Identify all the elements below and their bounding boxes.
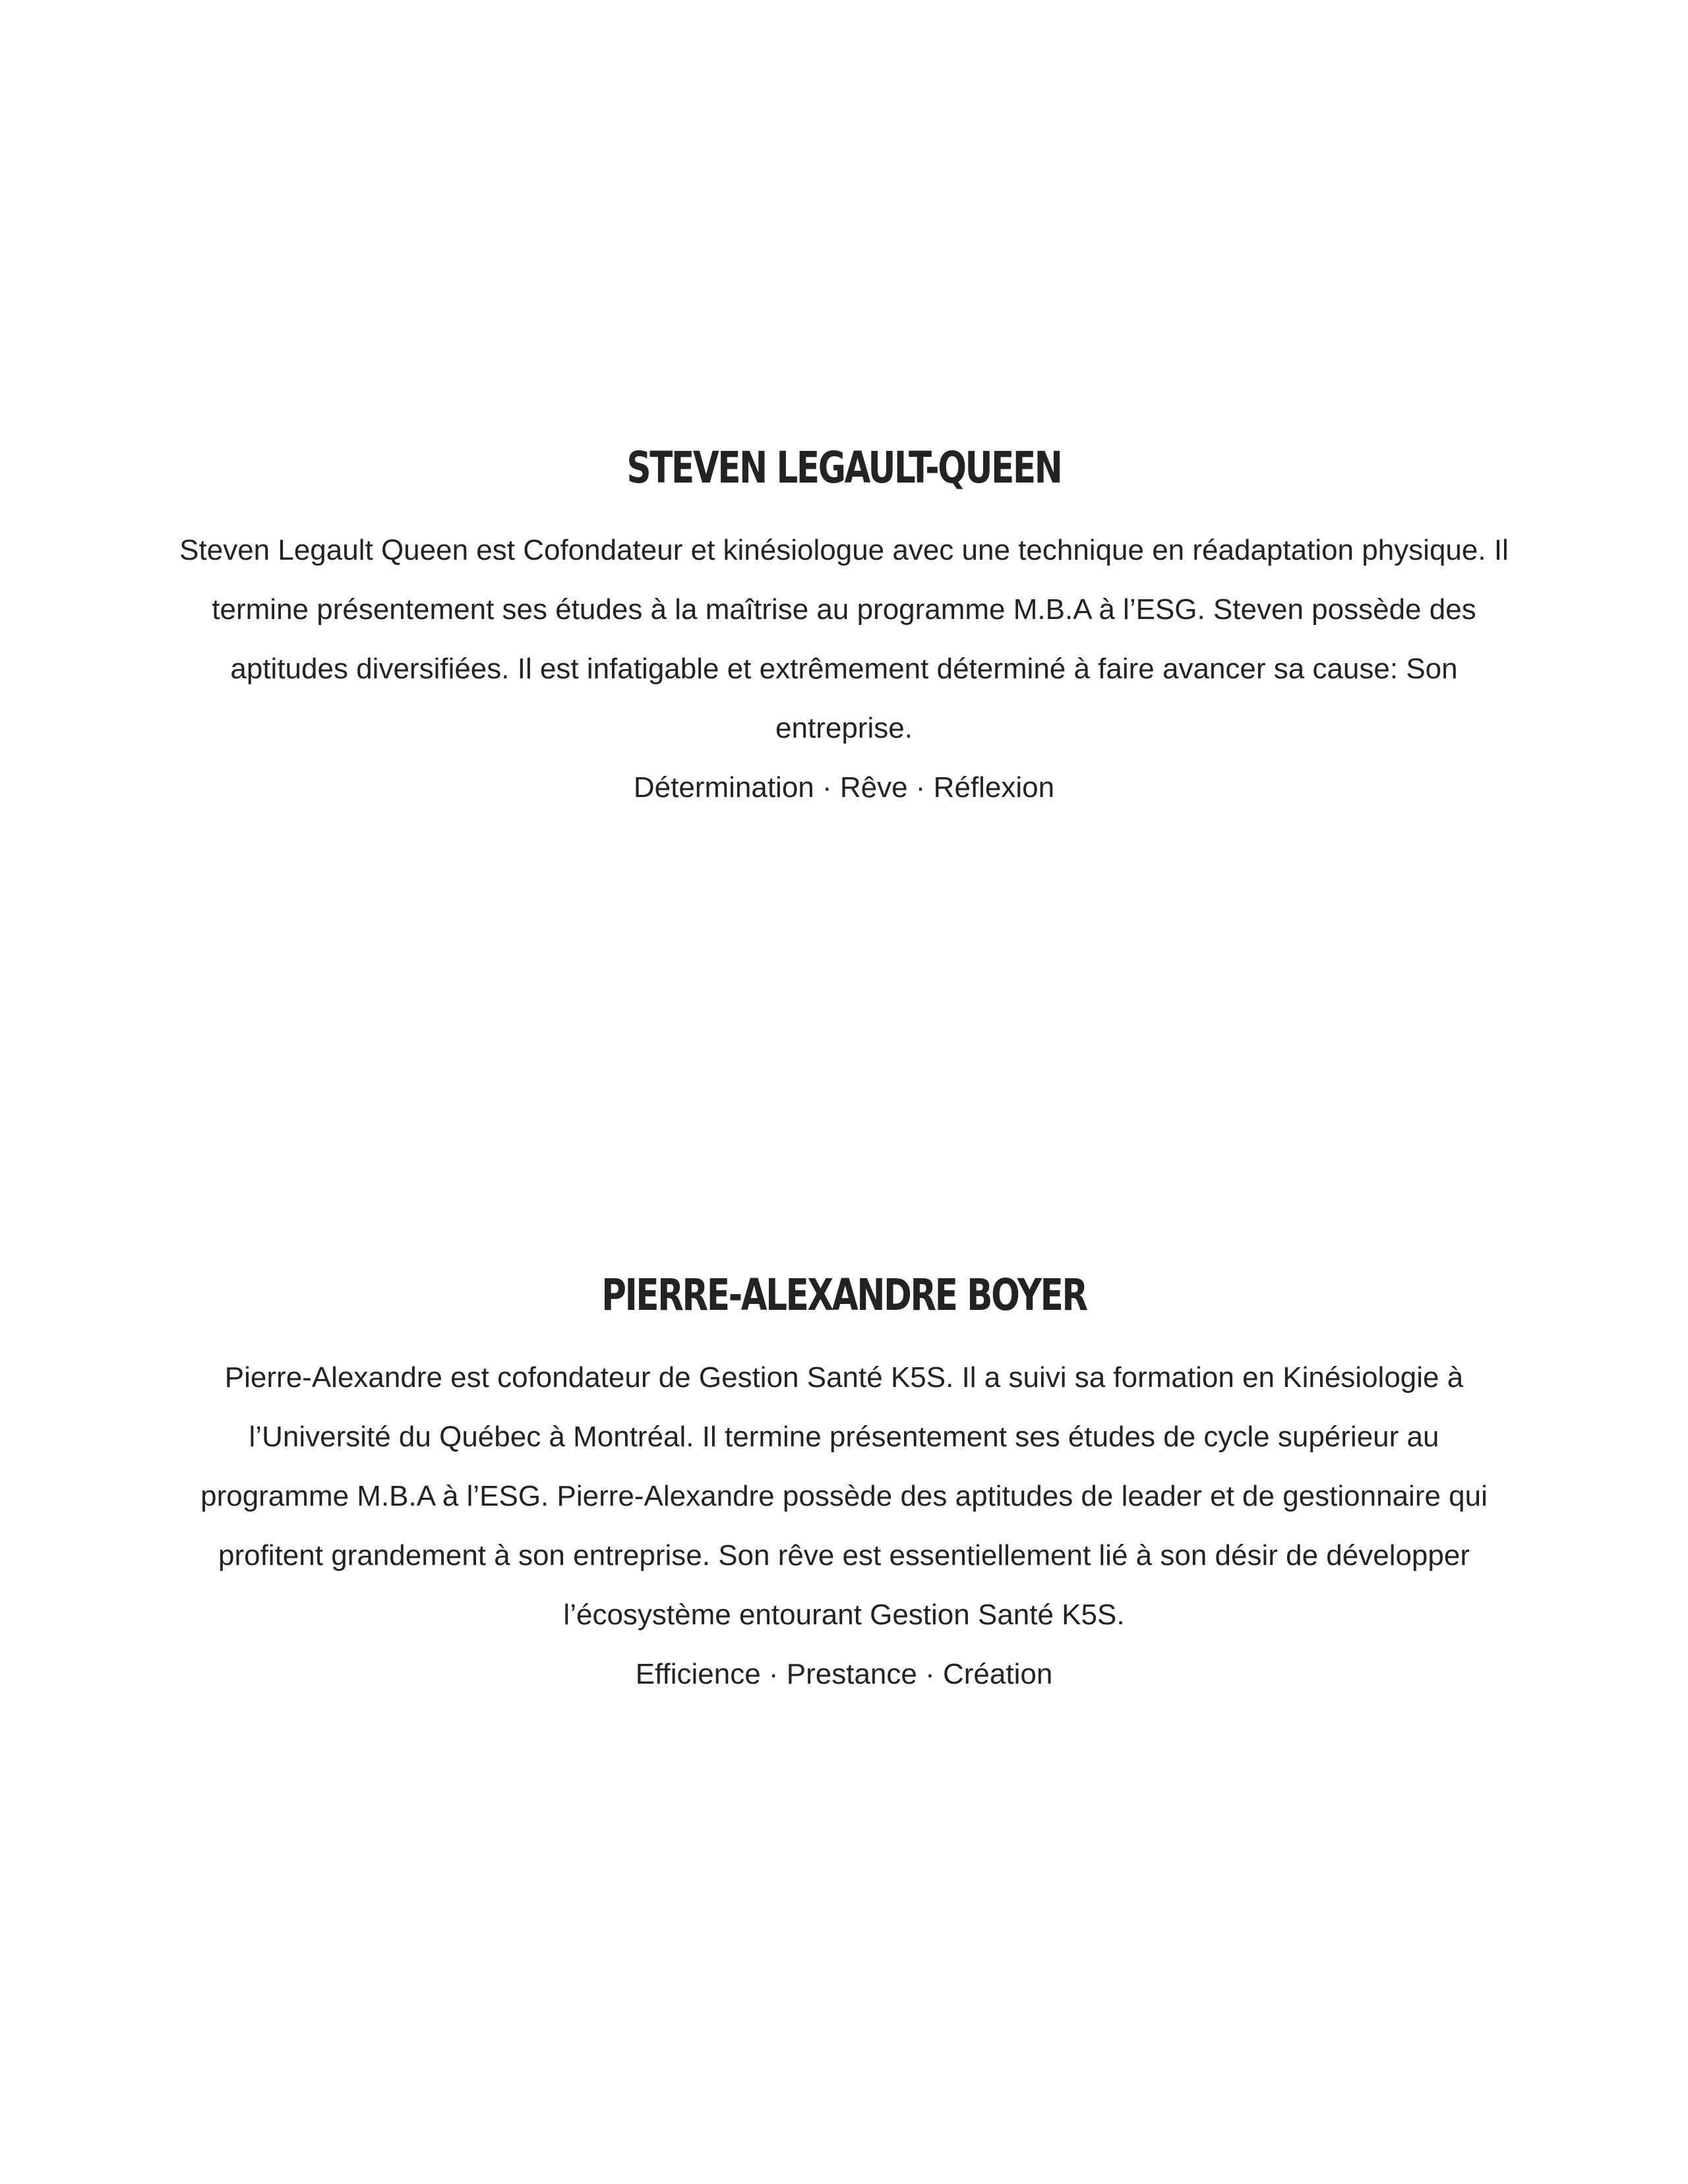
bio-name-heading: PIERRE-ALEXANDRE BOYER bbox=[601, 1270, 1087, 1320]
bio-values: Détermination · Rêve · Réflexion bbox=[633, 771, 1055, 804]
bio-section-steven bbox=[178, 435, 1510, 817]
bio-name-heading: STEVEN LEGAULT-QUEEN bbox=[626, 442, 1062, 493]
bio-description: Steven Legault Queen est Cofondateur et kinésiologue avec une technique en réadaptation physique. Il termine présentement ses études à la maîtrise au programme M.B.A à l’ESG. Steven possède des aptitudes diversifiées. Il est infatigable et extrêmement déterminé à faire avancer sa cause: Son entreprise. bbox=[179, 534, 1509, 744]
bio-section-pierre-alexandre bbox=[178, 1262, 1510, 1704]
bio-description: Pierre-Alexandre est cofondateur de Gestion Santé K5S. Il a suivi sa formation en Kinésiologie à l’Université du Québec à Montréal. Il termine présentement ses études de cycle supérieur au programme M.B.A à l’ESG. Pierre-Alexandre possède des aptitudes de leader et de gestionnaire qui profitent grandement à son entreprise. Son rêve est essentiellement lié à son désir de développer l’écosystème entourant Gestion Santé K5S. bbox=[200, 1361, 1488, 1631]
bio-values: Efficience · Prestance · Création bbox=[635, 1658, 1053, 1690]
